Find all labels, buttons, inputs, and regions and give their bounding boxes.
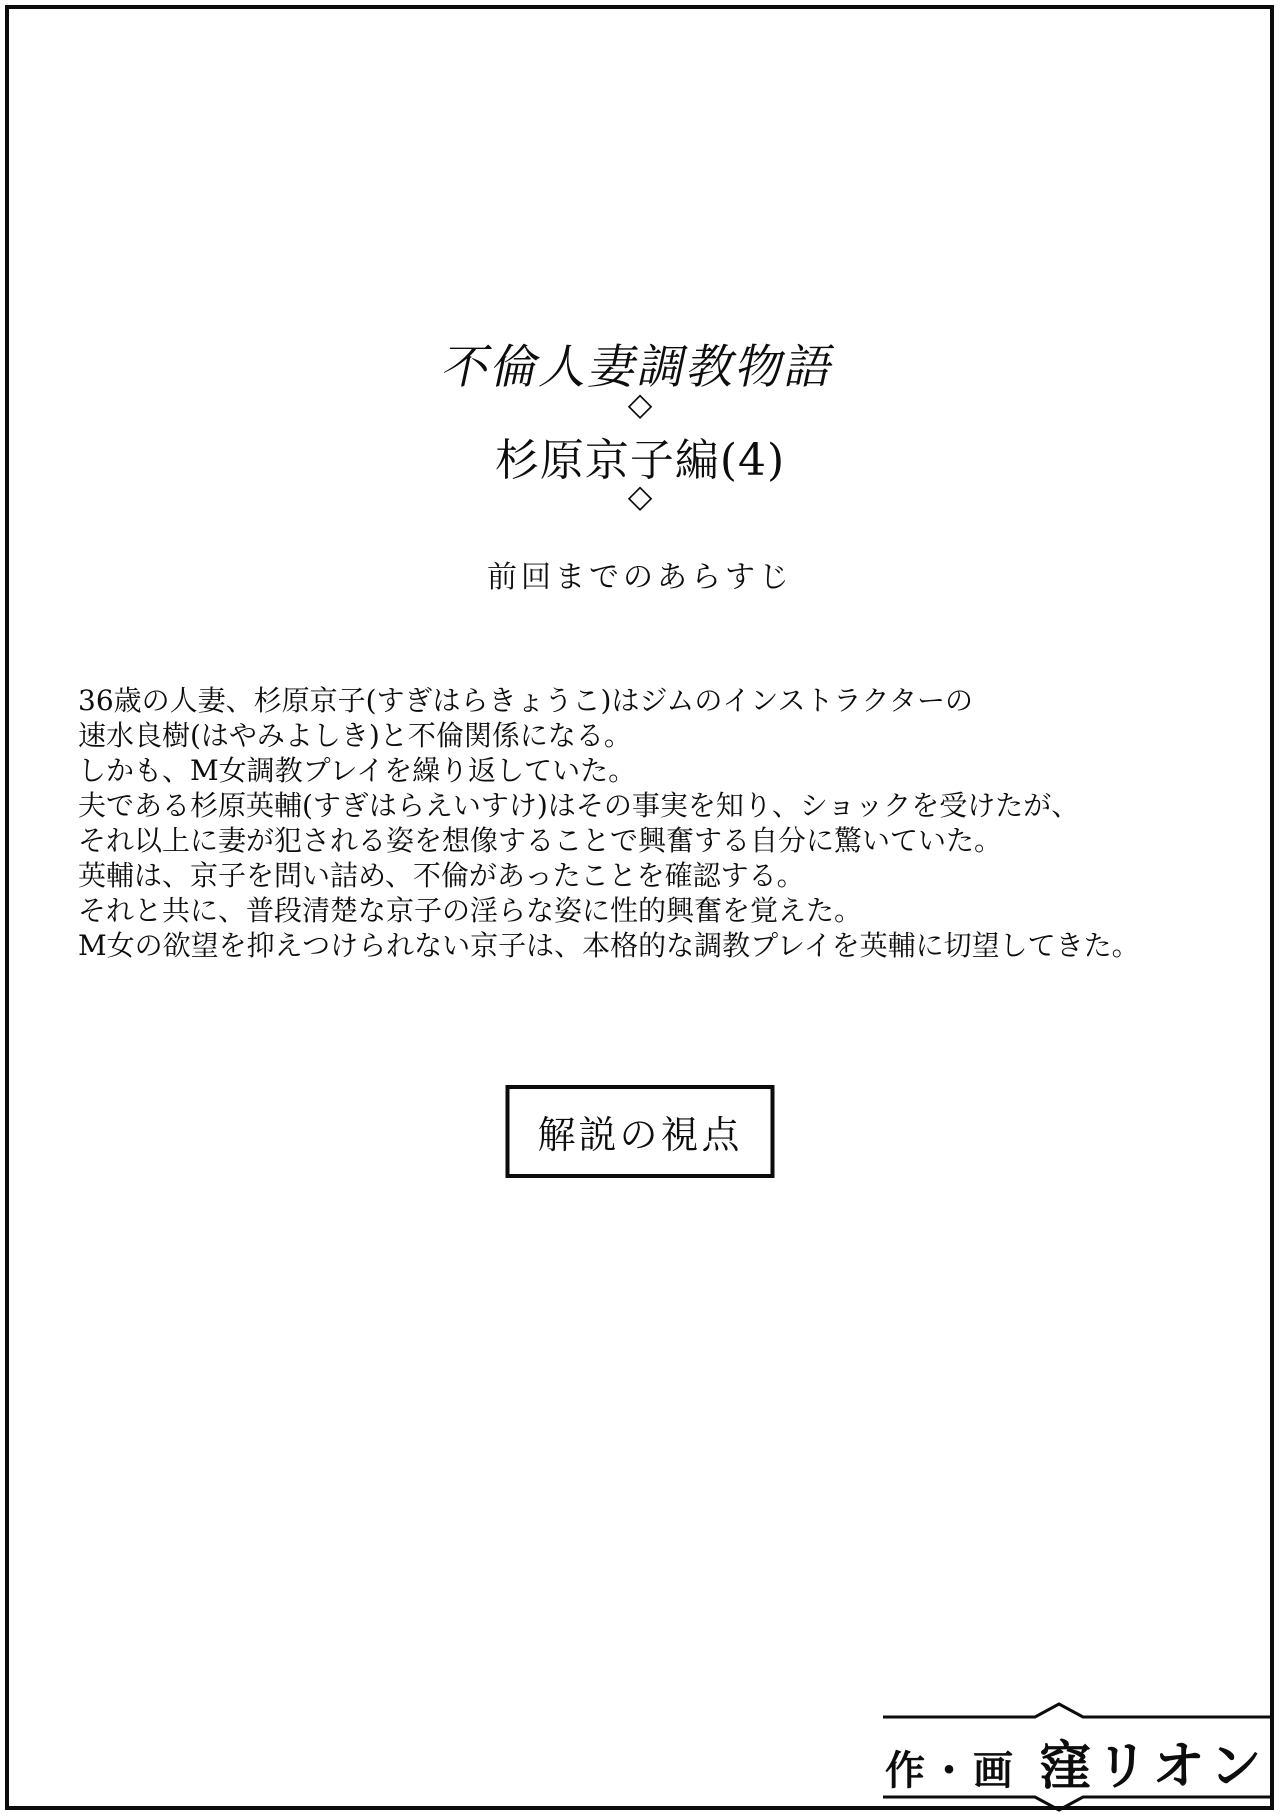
synopsis-line: しかも、M女調教プレイを繰り返していた。 (78, 754, 637, 787)
credit-block (883, 1700, 1271, 1814)
page-title: 不倫人妻調教物語 (437, 340, 841, 395)
synopsis-line: M女の欲望を抑えつけられない京子は、本格的な調教プレイを英輔に切望してきた。 (78, 929, 1140, 962)
commentary-box (505, 1085, 774, 1178)
chapter-title: 杉原京子編(4) (494, 435, 786, 486)
synopsis-line: 速水良樹(はやみよしき)と不倫関係になる。 (78, 719, 632, 752)
synopsis-line: 英輔は、京子を問い詰め、不倫があったことを確認する。 (78, 859, 805, 892)
credit-role: 作・画 (885, 1747, 1017, 1794)
synopsis-line: それと共に、普段清楚な京子の淫らな姿に性的興奮を覚えた。 (78, 894, 863, 927)
credit-text (885, 1724, 1266, 1799)
synopsis-line: それ以上に妻が犯される姿を想像することで興奮する自分に驚いていた。 (78, 824, 1003, 857)
synopsis-heading: 前回までのあらすじ (487, 560, 793, 595)
diamond-icon: ◇ (627, 477, 653, 515)
diamond-icon: ◇ (627, 385, 653, 423)
synopsis-paragraph (78, 683, 1248, 963)
synopsis-line: 36歳の人妻、杉原京子(すぎはらきょうこ)はジムのインストラクターの (78, 684, 973, 717)
commentary-box-label: 解説の視点 (537, 1113, 743, 1157)
credit-artist-name: 窪リオン (1039, 1736, 1267, 1797)
synopsis-line: 夫である杉原英輔(すぎはらえいすけ)はその事実を知り、ショックを受けたが、 (78, 789, 1080, 822)
